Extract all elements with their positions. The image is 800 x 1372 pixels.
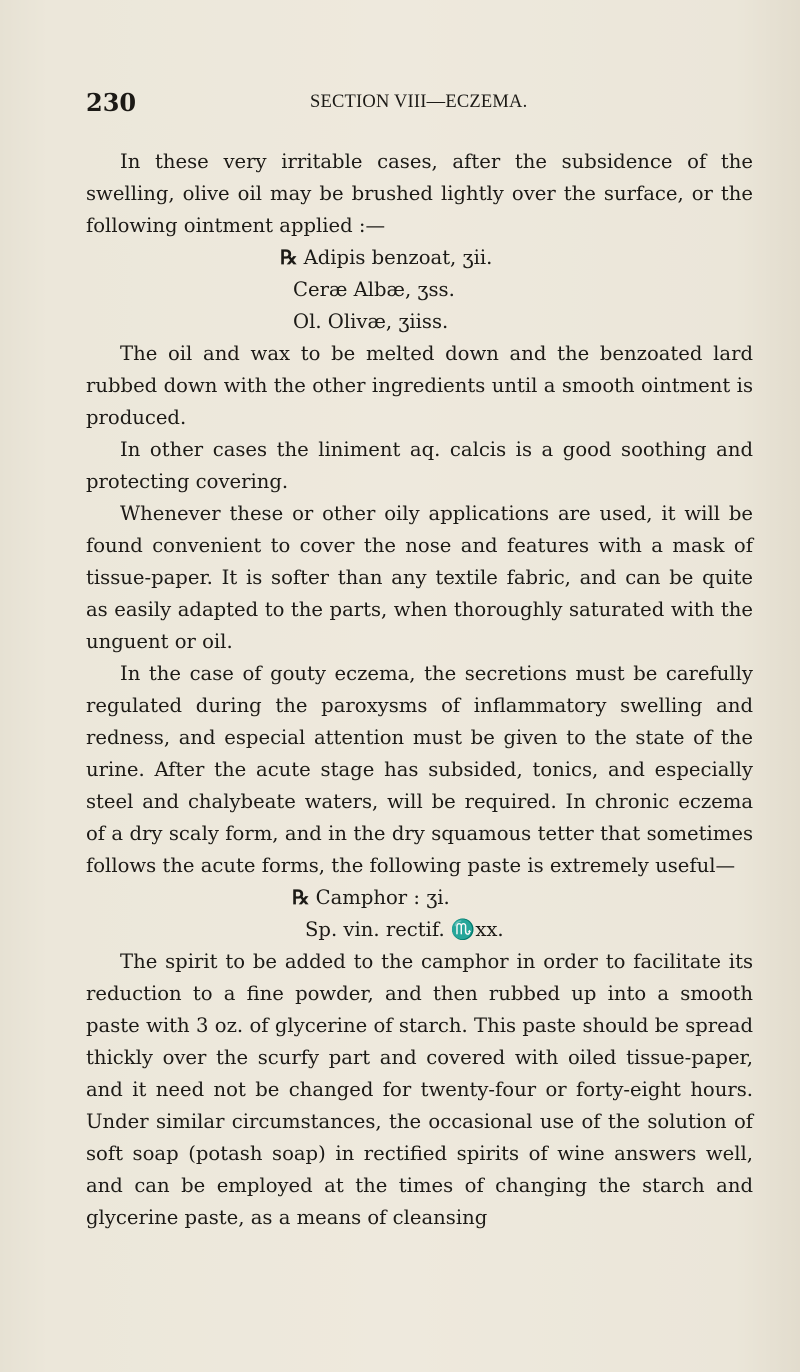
paragraph-4: Whenever these or other oily applications are used, it will be found convenient to cover the nose and features with a mask of tissue-paper. It is softer than any textile fabric, and can be quite as easily adapted to the parts, when thoroughly saturated with the unguent or oil. [86, 502, 753, 653]
page-header [86, 88, 726, 118]
ingredient-text: Camphor : ʒi. [315, 886, 450, 909]
ingredient-text: Adipis benzoat, ʒii. [303, 246, 493, 269]
paragraph-6: The spirit to be added to the camphor in order to facilitate its reduction to a fine powder, and then rubbed up into a smooth paste with 3 oz. of glycerine of starch. This paste should be spread thickly over the scurfy part and covered with oiled tissue-paper, and it need not be changed for twenty-four or forty-eight hours. Under similar circumstances, the occasional use of the solution of soft soap (potash soap) in rectified spirits of wine answers well, and can be employed at the times of changing the starch and glycerine paste, as a means of cleansing [86, 950, 753, 1229]
paragraph-5: In the case of gouty eczema, the secretions must be carefully regulated during the paroxysms of inflammatory swelling and redness, and especial attention must be given to the state of the urine. After the acute stage has subsided, tonics, and especially steel and chalybeate waters, will be required. In chronic eczema of a dry scaly form, and in the dry squamous tetter that sometimes follows the acute forms, the following paste is extremely useful— [86, 662, 753, 877]
prescription-line: Ol. Olivæ, ʒiiss. [293, 310, 449, 333]
prescription-ointment [86, 242, 753, 338]
recipe-symbol: ℞ [292, 886, 310, 909]
running-head: SECTION VIII—ECZEMA. [310, 92, 528, 112]
body-text [86, 146, 753, 1234]
prescription-line: Sp. vin. rectif. ♏xx. [305, 918, 504, 941]
paragraph-1: In these very irritable cases, after the subsidence of the swelling, olive oil may be brushed lightly over the surface, or the following ointment applied :— [86, 150, 753, 237]
paragraph-3: In other cases the liniment aq. calcis is a good soothing and protecting covering. [86, 438, 753, 493]
page-number: 230 [86, 88, 137, 117]
prescription-line [86, 242, 753, 274]
paragraph-2: The oil and wax to be melted down and the benzoated lard rubbed down with the other ingredients until a smooth ointment is produced. [86, 342, 753, 429]
prescription-paste [86, 882, 753, 946]
prescription-line [86, 882, 753, 914]
prescription-line: Ceræ Albæ, ʒss. [293, 278, 455, 301]
recipe-symbol: ℞ [280, 246, 298, 269]
